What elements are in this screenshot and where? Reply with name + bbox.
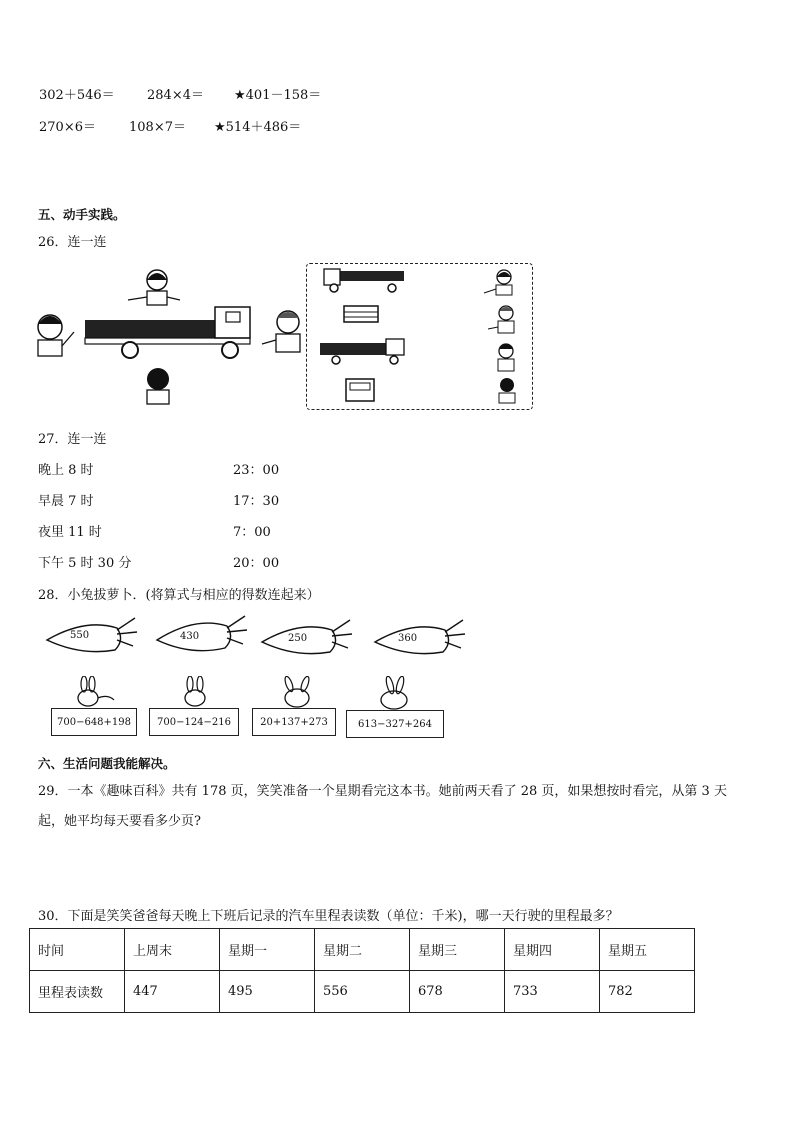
section-5-title: 五、动手实践。 <box>38 207 126 222</box>
carrot-value-2: 430 <box>180 631 200 642</box>
truck-view-side-reversed-icon <box>320 339 404 364</box>
mileage-table <box>29 928 695 1013</box>
rabbit-icon <box>275 676 325 710</box>
q27-right-1: 23：00 <box>233 463 280 478</box>
rabbit-icon <box>175 676 215 708</box>
man-right-icon <box>262 311 300 352</box>
calc-1-1: 302＋546＝ <box>39 88 115 103</box>
carrot-icon <box>45 612 140 662</box>
boy-small-icon <box>498 344 514 371</box>
expr-box-1: 700−648+198 <box>51 708 137 736</box>
table-cell: 447 <box>125 971 220 1013</box>
rabbit-icon <box>370 676 420 712</box>
q27-left-2: 早晨 7 时 <box>38 494 94 509</box>
table-row <box>30 929 695 971</box>
expr-box-2: 700−124−216 <box>149 708 239 736</box>
carrot-icon <box>373 614 468 664</box>
calc-2-2: 108×7＝ <box>129 120 186 135</box>
q26-title: 26．连一连 <box>38 235 107 250</box>
truck-views-illustration <box>306 263 533 410</box>
girl-back-small-icon <box>499 378 515 403</box>
q27-right-4: 20：00 <box>233 556 280 571</box>
girl-bottom-icon <box>147 368 169 404</box>
q27-right-3: 7：00 <box>233 525 271 540</box>
q27-title: 27．连一连 <box>38 432 107 447</box>
girl-top-icon <box>128 270 180 305</box>
table-cell: 星期五 <box>600 929 695 971</box>
calc-2-1: 270×6＝ <box>39 120 96 135</box>
table-row <box>30 971 695 1013</box>
carrot-value-3: 250 <box>288 633 308 644</box>
truck-scene-illustration <box>30 262 310 412</box>
carrot-value-4: 360 <box>398 633 418 644</box>
q29-line-2: 起，她平均每天要看多少页? <box>38 814 201 829</box>
truck-view-side-icon <box>324 269 404 292</box>
table-cell: 时间 <box>30 929 125 971</box>
section-6-title: 六、生活问题我能解决。 <box>38 756 176 771</box>
calc-1-2: 284×4＝ <box>147 88 204 103</box>
truck-side-icon <box>85 307 250 358</box>
q27-left-3: 夜里 11 时 <box>38 525 102 540</box>
boy-left-icon <box>38 315 74 356</box>
expr-box-4: 613−327+264 <box>346 710 444 738</box>
truck-view-top-icon <box>344 306 378 322</box>
carrot-icon <box>155 610 250 660</box>
rabbit-icon <box>70 676 120 708</box>
calc-1-3: ★401－158＝ <box>234 88 322 103</box>
table-cell: 556 <box>315 971 410 1013</box>
table-cell: 上周末 <box>125 929 220 971</box>
man-small-icon <box>488 306 514 333</box>
table-cell: 733 <box>505 971 600 1013</box>
q27-left-1: 晚上 8 时 <box>38 463 94 478</box>
expr-box-3: 20+137+273 <box>252 708 336 736</box>
girl-small-icon <box>484 270 512 295</box>
calc-2-3: ★514＋486＝ <box>214 120 302 135</box>
table-cell: 星期二 <box>315 929 410 971</box>
q30-title: 30．下面是笑笑爸爸每天晚上下班后记录的汽车里程表读数（单位：千米)，哪一天行驶的里程最多？ <box>38 909 619 924</box>
table-cell: 星期一 <box>220 929 315 971</box>
q27-left-4: 下午 5 时 30 分 <box>38 556 132 571</box>
carrot-icon <box>260 614 355 664</box>
q28-title: 28．小兔拔萝卜．(将算式与相应的得数连起来） <box>38 588 320 603</box>
table-cell: 里程表读数 <box>30 971 125 1013</box>
table-cell: 星期三 <box>410 929 505 971</box>
table-cell: 星期四 <box>505 929 600 971</box>
carrot-value-1: 550 <box>70 630 90 641</box>
q27-right-2: 17：30 <box>233 494 280 509</box>
table-cell: 678 <box>410 971 505 1013</box>
truck-view-front-icon <box>346 379 374 401</box>
q29-line-1: 29．一本《趣味百科》共有 178 页，笑笑准备一个星期看完这本书。她前两天看了 28 页，如果想按时看完，从第 3 天 <box>38 784 727 799</box>
table-cell: 495 <box>220 971 315 1013</box>
table-cell: 782 <box>600 971 695 1013</box>
